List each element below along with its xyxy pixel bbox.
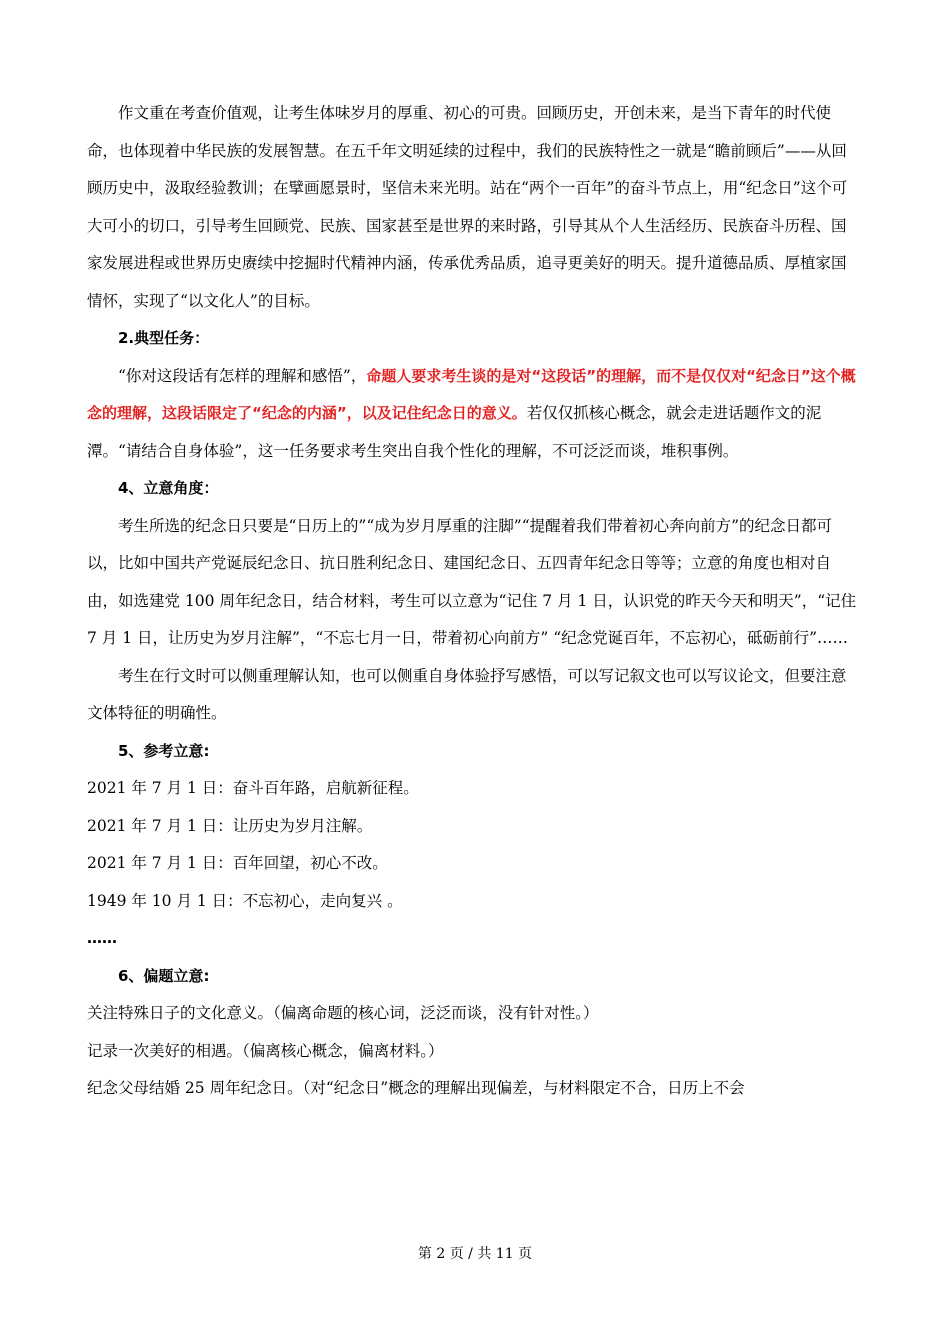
- reference-item: 2021 年 7 月 1 日：百年回望，初心不改。: [87, 854, 388, 872]
- heading-angle: 4、立意角度：: [118, 479, 219, 497]
- heading-reference: 5、参考立意:: [118, 741, 210, 760]
- paragraph-angle: 考生所选的纪念日只要是“日历上的”“成为岁月厚重的注脚”“提醒着我们带着初心奔向前方”的纪念日都可以，比如中国共产党诞辰纪念日、抗日胜利纪念日、建国纪念日、五四青年纪念日等等；立意的角度也相对自由，如选建党 100 周年纪念日，结合材料，考生可以立意为“记住 7 月 1 日，认识党的昨天今天和明天”，“记住 7 月 1 日，让历史为岁月注解”，“不忘七月一日，带着初心向前方” “纪念党诞百年，不忘初心，砥砺前行”……: [87, 516, 857, 647]
- ellipsis: ……: [87, 929, 117, 947]
- paragraph-typical-task: [87, 358, 859, 471]
- off-topic-item: 记录一次美好的相遇。（偏离核心概念，偏离材料。）: [87, 1041, 444, 1060]
- task-quote: “你对这段话有怎样的理解和感悟”，: [118, 366, 367, 385]
- highlighted-text: 命题人要求考生谈的是对“这段话”的理解，而不是仅仅对“纪念日”这个概念的理解，这段话限定了“纪念的内涵”，以及记住纪念日的意义。: [87, 366, 856, 422]
- page-footer: 第 2 页 / 共 11 页: [417, 1246, 533, 1262]
- reference-item: 2021 年 7 月 1 日：让历史为岁月注解。: [87, 816, 373, 835]
- task-rest: 若仅仅抓核心概念，就会走进话题作文的泥潭。“请结合自身体验”，这一任务要求考生突出自我个性化的理解，不可泛泛而谈，堆积事例。: [87, 404, 822, 460]
- heading-typical-task: 2.典型任务：: [118, 329, 210, 347]
- reference-item: 1949 年 10 月 1 日：不忘初心，走向复兴 。: [87, 891, 403, 910]
- off-topic-item: 纪念父母结婚 25 周年纪念日。（对“纪念日”概念的理解出现偏差，与材料限定不合，日历上不会: [87, 1079, 745, 1097]
- heading-off-topic: 6、偏题立意:: [118, 966, 210, 985]
- document-body: [87, 95, 859, 1108]
- reference-item: 2021 年 7 月 1 日：奋斗百年路，启航新征程。: [87, 779, 419, 797]
- off-topic-item: 关注特殊日子的文化意义。（偏离命题的核心词，泛泛而谈，没有针对性。）: [87, 1004, 599, 1022]
- paragraph-style: 考生在行文时可以侧重理解认知，也可以侧重自身体验抒写感悟，可以写记叙文也可以写议论文，但要注意文体特征的明确性。: [87, 666, 847, 722]
- paragraph-value-analysis: 作文重在考查价值观，让考生体味岁月的厚重、初心的可贵。回顾历史，开创未来，是当下青年的时代使命，也体现着中华民族的发展智慧。在五千年文明延续的过程中，我们的民族特性之一就是“瞻前顾后”——从回顾历史中，汲取经验教训；在擘画愿景时，坚信未来光明。站在“两个一百年”的奋斗节点上，用“纪念日”这个可大可小的切口，引导考生回顾党、民族、国家甚至是世界的来时路，引导其从个人生活经历、民族奋斗历程、国家发展进程或世界历史赓续中挖掘时代精神内涵，传承优秀品质，追寻更美好的明天。提升道德品质、厚植家国情怀，实现了“以文化人”的目标。: [87, 104, 848, 310]
